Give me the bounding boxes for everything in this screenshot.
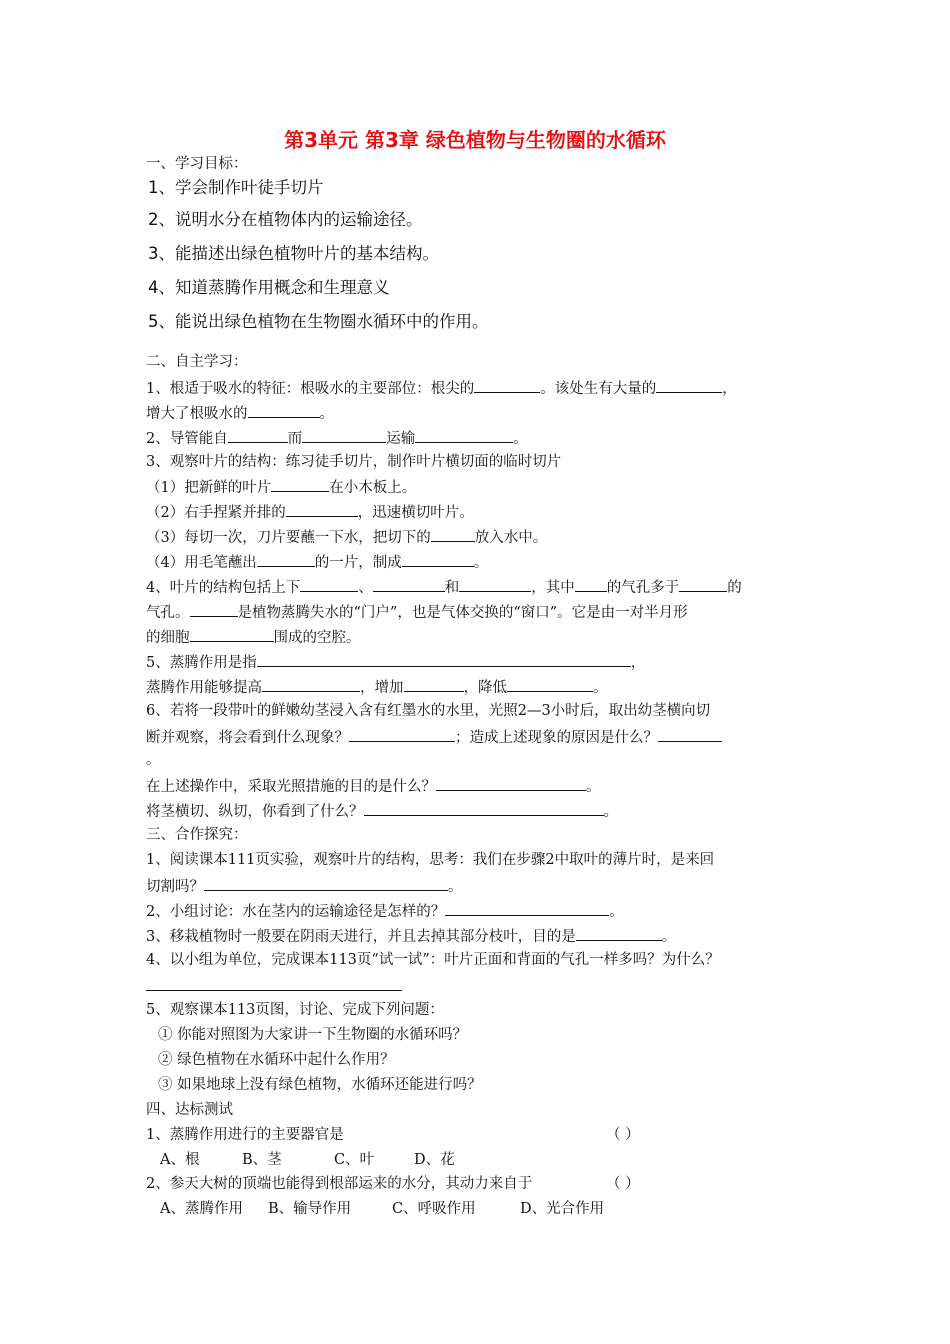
s2-q6-line1: 6、若将一段带叶的鲜嫩幼茎浸入含有红墨水的水里，光照2—3小时后，取出幼茎横向切 bbox=[146, 703, 711, 719]
answer-blank[interactable] bbox=[402, 551, 474, 567]
s2-q4-line2 bbox=[146, 601, 688, 623]
text: ， bbox=[630, 655, 646, 671]
text: 。 bbox=[586, 779, 601, 795]
text: 。 bbox=[473, 555, 489, 571]
text: （4）用毛笔蘸出 bbox=[146, 555, 257, 571]
answer-blank[interactable] bbox=[576, 925, 662, 941]
text: 。 bbox=[609, 904, 624, 920]
s4-q2: 2、参天大树的顶端也能得到根部运来的水分，其动力来自于 bbox=[146, 1176, 533, 1192]
text: 3、移栽植物时一般要在阴雨天进行，并且去掉其部分枝叶，目的是 bbox=[146, 929, 576, 945]
s3-q1-line2 bbox=[146, 875, 463, 897]
s4-q1-option-b[interactable]: B、茎 bbox=[242, 1152, 282, 1168]
s3-q1-line1: 1、阅读课本111页实验，观察叶片的结构，思考：我们在步骤2中取叶的薄片时，是来回 bbox=[146, 852, 715, 868]
text: 、 bbox=[358, 580, 373, 596]
section-1-heading: 一、学习目标： bbox=[146, 156, 248, 172]
text: ，增加 bbox=[360, 680, 404, 696]
answer-blank[interactable] bbox=[373, 576, 445, 592]
s2-q3-step2 bbox=[146, 501, 474, 523]
text: 。 bbox=[448, 879, 463, 895]
text: （2）右手捏紧并排的 bbox=[146, 505, 286, 521]
s2-q6-line2 bbox=[146, 726, 722, 748]
s4-q2-option-a[interactable]: A、蒸腾作用 bbox=[160, 1201, 243, 1217]
s2-q6-line4 bbox=[146, 775, 601, 797]
s2-q1-line1 bbox=[146, 377, 737, 399]
text: 蒸腾作用能够提高 bbox=[146, 680, 262, 696]
text: 。 bbox=[603, 804, 618, 820]
s4-q1-option-c[interactable]: C、叶 bbox=[334, 1152, 375, 1168]
text: 4、叶片的结构包括上下 bbox=[146, 580, 301, 596]
answer-blank[interactable] bbox=[204, 875, 448, 891]
answer-blank[interactable] bbox=[364, 800, 604, 816]
s2-q6-line3: 。 bbox=[146, 752, 161, 768]
text: 5、蒸腾作用是指 bbox=[146, 655, 257, 671]
text: 将茎横切、纵切，你看到了什么？ bbox=[146, 804, 364, 820]
s2-q4-line3 bbox=[146, 626, 361, 648]
s4-q1-answer-paren[interactable]: （ ） bbox=[606, 1127, 640, 1143]
section-4-heading: 四、达标测试 bbox=[146, 1102, 233, 1118]
text: ，其中 bbox=[531, 580, 575, 596]
answer-blank[interactable] bbox=[404, 676, 464, 692]
s2-q5-line2 bbox=[146, 676, 608, 698]
text: 的一片，制成 bbox=[314, 555, 402, 571]
text: 和 bbox=[444, 580, 460, 596]
text: 。 bbox=[661, 929, 677, 945]
text: 。该处生有大量的 bbox=[540, 381, 657, 397]
page-title: 第3单元 第3章 绿色植物与生物圈的水循环 bbox=[284, 128, 666, 152]
s3-q5-item3: ③ 如果地球上没有绿色植物，水循环还能进行吗？ bbox=[158, 1077, 482, 1093]
text: ，迅速横切叶片。 bbox=[357, 505, 474, 521]
answer-blank[interactable] bbox=[257, 551, 315, 567]
s3-q4: 4、以小组为单位，完成课本113页“试一试”：叶片正面和背面的气孔一样多吗？为什么？ bbox=[146, 952, 720, 968]
s2-q3: 3、观察叶片的结构：练习徒手切片，制作叶片横切面的临时切片 bbox=[146, 454, 562, 470]
goal-2: 2、说明水分在植物体内的运输途径。 bbox=[148, 210, 423, 229]
s2-q4-line1 bbox=[146, 576, 742, 598]
s2-q2 bbox=[146, 427, 528, 449]
goal-3: 3、能描述出绿色植物叶片的基本结构。 bbox=[148, 244, 439, 263]
text: 1、根适于吸水的特征：根吸水的主要部位：根尖的 bbox=[146, 381, 475, 397]
text: （3）每切一次，刀片要蘸一下水，把切下的 bbox=[146, 530, 431, 546]
text: ，降低 bbox=[463, 680, 507, 696]
answer-blank[interactable] bbox=[146, 975, 402, 991]
answer-blank[interactable] bbox=[415, 427, 513, 443]
s3-q5-item2: ② 绿色植物在水循环中起什么作用？ bbox=[158, 1052, 395, 1068]
answer-blank[interactable] bbox=[286, 501, 358, 517]
answer-blank[interactable] bbox=[257, 651, 631, 667]
text: 2、小组讨论：水在茎内的运输途径是怎样的？ bbox=[146, 904, 446, 920]
text: 而 bbox=[287, 431, 303, 447]
text: 在上述操作中，采取光照措施的目的是什么？ bbox=[146, 779, 436, 795]
s3-q5-item1: ① 你能对照图为大家讲一下生物圈的水循环吗？ bbox=[158, 1027, 468, 1043]
answer-blank[interactable] bbox=[302, 427, 386, 443]
text: 。 bbox=[319, 406, 334, 422]
text: 围成的空腔。 bbox=[273, 630, 361, 646]
goal-5: 5、能说出绿色植物在生物圈水循环中的作用。 bbox=[148, 312, 489, 331]
s4-q2-option-b[interactable]: B、输导作用 bbox=[268, 1201, 352, 1217]
s2-q3-step1 bbox=[146, 476, 416, 498]
text: 2、导管能自 bbox=[146, 431, 228, 447]
section-3-heading: 三、合作探究： bbox=[146, 827, 248, 843]
goal-1: 1、学会制作叶徒手切片 bbox=[148, 178, 324, 197]
answer-blank[interactable] bbox=[436, 775, 586, 791]
text: 气孔。 bbox=[146, 605, 190, 621]
text: 运输 bbox=[386, 431, 416, 447]
text: 放入水中。 bbox=[474, 530, 548, 546]
text: 增大了根吸水的 bbox=[146, 406, 248, 422]
answer-blank[interactable] bbox=[190, 601, 238, 617]
s2-q3-step4 bbox=[146, 551, 488, 573]
answer-blank[interactable] bbox=[262, 676, 360, 692]
text: 在小木板上。 bbox=[329, 480, 417, 496]
text: 。 bbox=[593, 680, 608, 696]
text: ；造成上述现象的原因是什么？ bbox=[455, 730, 658, 746]
s4-q2-option-d[interactable]: D、光合作用 bbox=[520, 1201, 605, 1217]
text: 的 bbox=[727, 580, 742, 596]
s3-q5: 5、观察课本113页图，讨论、完成下列问题： bbox=[146, 1002, 444, 1018]
text: 断并观察，将会看到什么现象？ bbox=[146, 730, 349, 746]
text: 的气孔多于 bbox=[606, 580, 680, 596]
s2-q1-line2 bbox=[146, 402, 334, 424]
text: 是植物蒸腾失水的“门户”，也是气体交换的“窗口”。它是由一对半月形 bbox=[237, 605, 688, 621]
text: 。 bbox=[513, 431, 528, 447]
answer-blank[interactable] bbox=[445, 900, 609, 916]
text: ， bbox=[722, 381, 737, 397]
s4-q1-option-a[interactable]: A、根 bbox=[160, 1152, 200, 1168]
s2-q3-step3 bbox=[146, 526, 547, 548]
s4-q1: 1、蒸腾作用进行的主要器官是 bbox=[146, 1127, 344, 1143]
answer-blank[interactable] bbox=[507, 676, 593, 692]
s2-q6-line5 bbox=[146, 800, 618, 822]
text: 的细胞 bbox=[146, 630, 190, 646]
s4-q1-option-d[interactable]: D、花 bbox=[414, 1152, 455, 1168]
s3-q4-answer bbox=[146, 975, 402, 997]
section-2-heading: 二、自主学习： bbox=[146, 354, 248, 370]
goal-4: 4、知道蒸腾作用概念和生理意义 bbox=[148, 278, 390, 297]
s4-q2-option-c[interactable]: C、呼吸作用 bbox=[392, 1201, 476, 1217]
s4-q2-answer-paren[interactable]: （ ） bbox=[606, 1176, 640, 1192]
text: 切割吗？ bbox=[146, 879, 204, 895]
answer-blank[interactable] bbox=[300, 576, 358, 592]
answer-blank[interactable] bbox=[474, 377, 540, 393]
answer-blank[interactable] bbox=[271, 476, 329, 492]
answer-blank[interactable] bbox=[431, 526, 475, 542]
answer-blank[interactable] bbox=[658, 726, 722, 742]
answer-blank[interactable] bbox=[248, 402, 320, 418]
s2-q5-line1 bbox=[146, 651, 645, 673]
answer-blank[interactable] bbox=[656, 377, 722, 393]
answer-blank[interactable] bbox=[459, 576, 531, 592]
text: （1）把新鲜的叶片 bbox=[146, 480, 272, 496]
answer-blank[interactable] bbox=[228, 427, 288, 443]
answer-blank[interactable] bbox=[190, 626, 274, 642]
s3-q3 bbox=[146, 925, 676, 947]
answer-blank[interactable] bbox=[575, 576, 607, 592]
s3-q2 bbox=[146, 900, 624, 922]
answer-blank[interactable] bbox=[349, 726, 455, 742]
answer-blank[interactable] bbox=[679, 576, 727, 592]
